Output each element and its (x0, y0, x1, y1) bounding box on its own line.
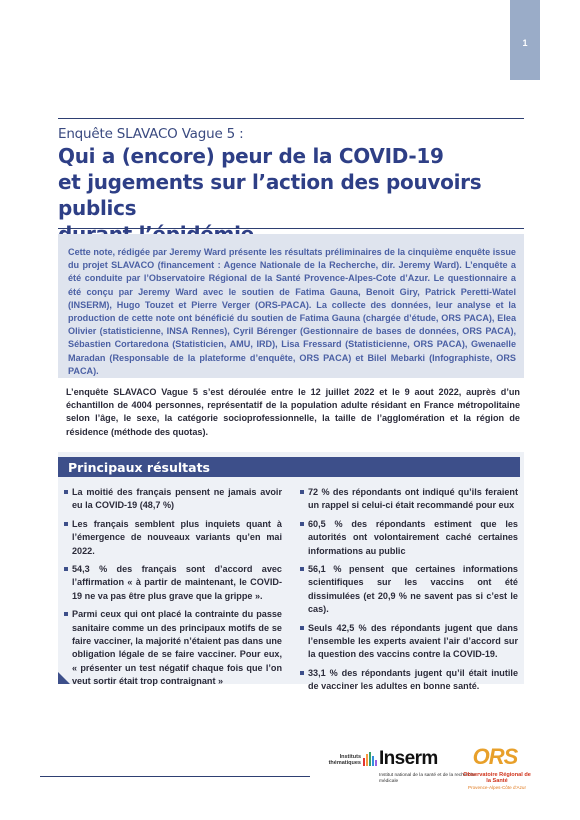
result-item (64, 518, 282, 558)
result-item (300, 622, 518, 662)
result-text: Les français semblent plus inquiets quant à l’émergence de nouveaux variants qu’en mai 2022. (72, 518, 282, 556)
result-item (300, 518, 518, 558)
survey-kicker: Enquête SLAVACO Vague 5 : (58, 126, 244, 142)
top-divider (58, 118, 524, 119)
result-item (300, 667, 518, 694)
title-divider (58, 228, 524, 229)
institutes-label: Instituts thématiques (328, 754, 361, 766)
result-text: 72 % des répondants ont indiqué qu’ils feraient un rappel si celui-ci était recommandé pour eux (308, 487, 518, 511)
bullet-icon (300, 522, 304, 526)
bullet-icon (64, 612, 68, 616)
result-text: 54,3 % des français sont d’accord avec l’affirmation « à partir de maintenant, le COVID-19 ne va pas être plus grave que la grippe ». (72, 564, 282, 601)
institutes-bars-icon (363, 752, 377, 766)
bullet-icon (300, 567, 304, 571)
page-number: 1 (522, 38, 528, 48)
bullet-icon (64, 567, 68, 571)
inserm-logo (325, 748, 485, 788)
inserm-subtitle: Institut national de la santé et de la recherche médicale (379, 773, 476, 784)
corner-triangle-decoration (58, 672, 70, 684)
ors-subtitle: Observatoire Régional de la Santé (463, 772, 531, 785)
result-text: 60,5 % des répondants estiment que les autorités ont volontairement caché certaines informations au public (308, 518, 518, 556)
ors-logo (462, 744, 542, 796)
intro-text: Cette note, rédigée par Jeremy Ward présente les résultats préliminaires de la cinquième enquête issue du projet SLAVACO (financement : Agence Nationale de la Recherche, dir. Jeremy Ward). L’enquête a été conduite par l’Observatoire Régional de la Santé Provence-Alpes-Cote d’Azur. Le questionnaire a été conçu par Jeremy Ward avec le soutien de Fatima Gauna, Benoit Giry, Patrick Peretti-Watel (INSERM), Hugo Touzet et Pierre Verger (ORS-PACA). La collecte des données, leur analyse et la production de cette note ont bénéficié du soutien de Fatima Gauna (chargée d’étude, ORS PACA), Elea Olivier (statisticienne, INSA Rennes), Cyril Bérenger (Gestionnaire de bases de données, ORS PACA), Sébastien Cortaredona (Statisticien, AMU, IRD), Lisa Fressard (Statisticienne, ORS PACA), Gwenaelle Maradan (Responsable de la plateforme d’enquête, ORS PACA) et Bilel Mebarki (Infographiste, ORS PACA). (68, 247, 516, 376)
methods-paragraph: L’enquête SLAVACO Vague 5 s’est déroulée entre le 12 juillet 2022 et le 9 aout 2022, auprès d’un échantillon de 4004 personnes, représentatif de la population adulte résidant en France métropolitaine selon l’âge, le sexe, la catégorie socioprofessionnelle, la taille de l’agglomération et la région de résidence (méthode des quotas). (66, 387, 520, 437)
bullet-icon (300, 671, 304, 675)
ors-wordmark: ORS (472, 744, 518, 769)
result-text: 56,1 % pensent que certaines informations scientifiques sur les vaccins ont été dissimulées (et 20,9 % ne savent pas si c’est le cas). (308, 564, 518, 615)
inserm-wordmark: Inserm (379, 748, 438, 769)
bullet-icon (300, 626, 304, 630)
bullet-icon (64, 522, 68, 526)
result-text: Seuls 42,5 % des répondants jugent que dans l’ensemble les experts avaient l’air d’accord sur la question des vaccins contre la COVID-19. (308, 622, 518, 660)
result-text: Parmi ceux qui ont placé la contrainte du passe sanitaire comme un des principaux motifs de se faire vacciner, la majorité n’étaient pas dans une obligation légale de se faire vacciner. Pour eux, « présenter un test négatif chaque fois que l’on veut sortir était trop contraignant » (72, 609, 282, 687)
results-column-left (64, 486, 282, 694)
result-text: La moitié des français pensent ne jamais avoir eu la COVID-19 (48,7 %) (72, 487, 282, 511)
page-number-tab (510, 0, 540, 80)
bullet-icon (64, 490, 68, 494)
result-item (64, 486, 282, 513)
title-line: et jugements sur l’action des pouvoirs publics (58, 170, 482, 220)
page-title (58, 143, 528, 247)
result-item (300, 563, 518, 617)
title-line: Qui a (encore) peur de la COVID-19 (58, 144, 444, 168)
results-column-right (300, 486, 518, 699)
intro-box (58, 234, 524, 378)
ors-region: Provence-Alpes-Côte d’Azur (468, 785, 526, 790)
results-heading: Principaux résultats (58, 457, 520, 477)
result-text: 33,1 % des répondants jugent qu’il était inutile de vacciner les adultes en bonne santé. (308, 667, 518, 692)
result-item (300, 486, 518, 513)
result-item (64, 608, 282, 688)
footer-divider (40, 776, 310, 777)
bullet-icon (300, 490, 304, 494)
result-item (64, 563, 282, 603)
